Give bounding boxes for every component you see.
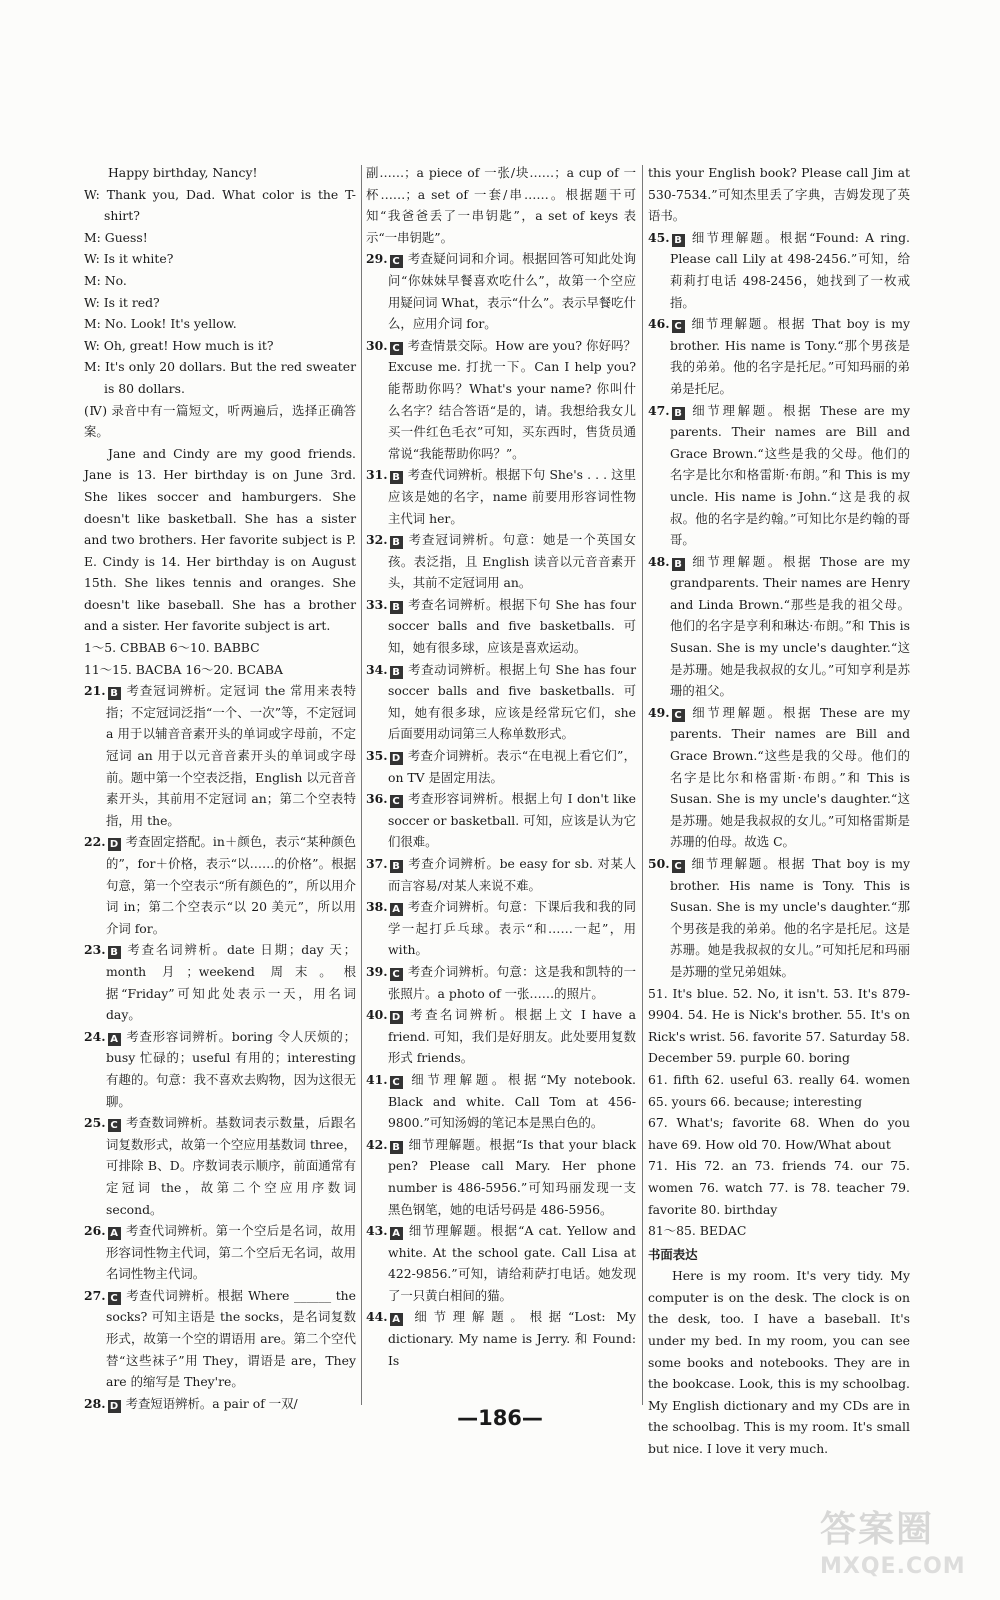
question-number: 48. <box>648 553 670 569</box>
explanation-text: 考查代词辨析。第一个空后是名词，故用形容词性物主代词，第二个空后无名词，故用名词性物主代词。 <box>106 1223 356 1282</box>
dialogue-line: W: Thank you, Dad. What color is the T-shirt? <box>84 186 356 224</box>
answer-letter-badge: C <box>390 255 403 268</box>
question-number: 33. <box>366 596 388 612</box>
question-number: 29. <box>366 251 388 267</box>
fill-answers: 51. It's blue. 52. No, it isn't. 53. It's 879-9904. 54. He is Nick's brother. 55. It's on Rick's wrist. 56. favorite 57. Saturday 58. December 59. purple 60. boring <box>648 985 910 1066</box>
answer-letter-badge: C <box>672 709 685 722</box>
answer-letter-badge: B <box>672 407 685 420</box>
question-number: 49. <box>648 704 670 720</box>
answer-letter-badge: D <box>390 752 403 765</box>
answer-item <box>648 853 910 983</box>
answer-item <box>84 831 356 939</box>
question-number: 46. <box>648 316 670 332</box>
answer-item <box>366 1004 636 1069</box>
answer-item <box>84 1285 356 1393</box>
question-number: 38. <box>366 899 388 915</box>
answer-letter-badge: A <box>390 903 403 916</box>
explanation-text: 考查固定搭配。in＋颜色，表示“某种颜色的”，for＋价格，表示“以……的价格”。根据句意，第一个空表示“所有颜色的”，所以用介词 in；第二个空表示“以 20 美元”，所以用介词 for。 <box>106 834 356 936</box>
answer-letter-badge: C <box>108 1119 121 1132</box>
question-number: 23. <box>84 942 106 958</box>
answer-item <box>648 400 910 551</box>
answer-item <box>366 464 636 529</box>
question-number: 40. <box>366 1007 388 1023</box>
question-number: 36. <box>366 791 388 807</box>
answer-letter-badge: B <box>108 687 121 700</box>
column-divider <box>361 165 362 1405</box>
answer-item <box>366 961 636 1004</box>
answer-item <box>84 680 356 831</box>
explanation-text: 细节理解题。根据“Lost: My dictionary. My name is Jerry. 和 Found: Is <box>388 1309 636 1368</box>
answer-letter-badge: A <box>108 1033 121 1046</box>
answer-letter-badge: B <box>108 946 121 959</box>
explanation-text: 考查疑问词和介词。根据回答可知此处询问“你妹妹早餐喜欢吃什么”，故第一个空应用疑问词 What，表示“什么”。表示早餐吃什么，应用介词 for。 <box>388 251 636 332</box>
answer-key-line: 11～15. BACBA 16～20. BCABA <box>84 661 283 677</box>
column-left <box>84 162 356 1414</box>
answer-letter-badge: B <box>672 558 685 571</box>
listening-passage: Jane and Cindy are my good friends. Jane is 13. Her birthday is on June 3rd. She likes soccer and hamburgers. She doesn't like basketball. She has a sister and two brothers. Her favorite subject is P. E. Cindy is 14. Her birthday is on August 15th. She likes tennis and oranges. She doesn't like baseball. She has a brother and a sister. Her favorite subject is art. <box>84 445 356 634</box>
dialogue-line: W: Is it white? <box>84 251 174 267</box>
writing-heading: 书面表达 <box>648 1246 698 1262</box>
answer-item <box>366 853 636 896</box>
dialogue-line: M: Guess! <box>84 229 148 245</box>
question-number: 50. <box>648 856 670 871</box>
question-number: 43. <box>366 1223 388 1239</box>
answer-item <box>366 745 636 788</box>
explanation-text: 考查形容词辨析。根据上句 I don't like soccer or basketball. 可知，应该是认为它们很难。 <box>388 791 636 850</box>
writing-sample: Here is my room. It's very tidy. My computer is on the desk. The clock is on the desk, too. I have a baseball. It's under my bed. In my room, you can see some books and notebooks. They are in the bookcase. Look, this is my schoolbag. My English dictionary and my CDs are in the schoolbag. This is my room. It's small but nice. I love it very much. <box>648 1268 910 1457</box>
answer-letter-badge: C <box>672 860 685 873</box>
explanation-text: 考查数词辨析。基数词表示数量，后跟名词复数形式，故第一个空应用基数词 three，可排除 B、D。序数词表示顺序，前面通常有定冠词 the，故第二个空应用序数词 second。 <box>106 1115 356 1217</box>
question-number: 21. <box>84 683 106 699</box>
explanation-text: 细节理解题。根据“Found: A ring. Please call Lily at 498-2456.”可知，给莉莉打电话 498-2456，她找到了一枚戒指。 <box>670 229 910 310</box>
explanation-text: 细节理解题。根据 These are my parents. Their names are Bill and Grace Brown.“这些是我的父母。他们的名字是比尔和格雷斯·布朗。”和 This is my uncle. His name is John.“这是我的叔叔。他的名字是约翰。”可知比尔是约翰的哥哥。 <box>670 402 910 548</box>
question-number: 30. <box>366 337 388 353</box>
answer-letter-badge: C <box>108 1292 121 1305</box>
question-number: 37. <box>366 856 388 871</box>
fill-answers: 67. What's; favorite 68. When do you have 69. How old 70. How/What about <box>648 1115 910 1152</box>
column-middle <box>366 162 636 1371</box>
question-number: 45. <box>648 229 670 245</box>
answer-item <box>84 1112 356 1220</box>
explanation-text: 细节理解题。根据“A cat. Yellow and white. At the school gate. Call Lisa at 422-9856.”可知，请给莉萨打电话。她发现了一只黄白相间的猫。 <box>388 1223 636 1303</box>
question-number: 24. <box>84 1028 106 1044</box>
question-number: 35. <box>366 748 388 764</box>
explanation-text: 考查冠词辨析。定冠词 the 常用来表特指；不定冠词泛指“一个、一次”等，不定冠词 a 用于以辅音音素开头的单词或字母前，不定冠词 an 用于以元音音素开头的单词或字母前。题中第一个空表泛指，English 以元音音素开头，其前用不定冠词 an；第二个空表特指，用 the。 <box>106 683 356 828</box>
explanation-text: 考查代词辨析。根据 Where ______ the socks? 可知主语是 the socks，是名词复数形式，故第一个空的谓语用 are。第二个空代替“这些袜子”用 They，谓语是 are，They are 的缩写是 They're。 <box>106 1287 356 1390</box>
answer-item <box>84 1026 356 1112</box>
answer-letter-badge: C <box>672 320 685 333</box>
explanation-text: 细节理解题。根据 That boy is my brother. His name is Tony.“那个男孩是我的弟弟。他的名字是托尼。”可知玛丽的弟弟是托尼。 <box>670 316 910 396</box>
answer-item <box>648 313 910 399</box>
answer-letter-badge: D <box>108 1400 121 1413</box>
answer-item <box>366 594 636 659</box>
question-number: 39. <box>366 963 388 979</box>
question-number: 27. <box>84 1287 106 1303</box>
question-number: 42. <box>366 1136 388 1152</box>
fill-answers: 81～85. BEDAC <box>648 1223 747 1239</box>
continued-text: 副……；a piece of 一张/块……；a cup of 一杯……；a set of 一套/串……。根据题干可知“我爸爸丢了一串钥匙”，a set of keys 表示“一串钥匙”。 <box>366 165 636 245</box>
answer-item <box>366 1134 636 1220</box>
answer-item <box>648 702 910 853</box>
answer-letter-badge: B <box>390 1141 403 1154</box>
answer-item <box>84 1220 356 1285</box>
answer-key-line: 1～5. CBBAB 6～10. BABBC <box>84 640 260 656</box>
explanation-text: 考查代词辨析。根据下句 She's . . . 这里应该是她的名字，name 前要用形容词性物主代词 her。 <box>388 467 636 526</box>
answer-letter-badge: B <box>390 666 403 679</box>
explanation-text: 考查名词辨析。根据下句 She has four soccer balls and five basketballs. 可知，她有很多球，应该是喜欢运动。 <box>388 596 636 656</box>
explanation-text: 考查短语辨析。a pair of 一双/ <box>125 1395 298 1411</box>
question-number: 26. <box>84 1223 106 1239</box>
answer-item <box>648 551 910 702</box>
question-number: 22. <box>84 834 106 850</box>
answer-item <box>84 939 356 1025</box>
answer-item <box>366 529 636 594</box>
answer-letter-badge: B <box>390 536 403 549</box>
answer-explanations <box>648 227 910 983</box>
fill-answers: 71. His 72. an 73. friends 74. our 75. women 76. watch 77. is 78. teacher 79. favorite 80. birthday <box>648 1158 910 1217</box>
question-number: 31. <box>366 467 388 483</box>
question-number: 47. <box>648 402 670 418</box>
answer-letter-badge: B <box>672 234 685 247</box>
dialogue-line: M: No. <box>84 272 127 288</box>
explanation-text: 考查名词辨析。根据上文 I have a friend. 可知，我们是好朋友。此处要用复数形式 friends。 <box>388 1007 636 1066</box>
continued-text: this your English book? Please call Jim at 530-7534.”可知杰里丢了字典，吉姆发现了英语书。 <box>648 165 910 224</box>
question-number: 34. <box>366 661 388 677</box>
question-number: 25. <box>84 1115 106 1131</box>
answer-item <box>366 1069 636 1134</box>
question-number: 32. <box>366 532 388 548</box>
answer-item <box>366 659 636 745</box>
column-right <box>648 162 910 1460</box>
question-number: 41. <box>366 1071 388 1087</box>
answer-item <box>366 1220 636 1306</box>
dialogue-line: W: Is it red? <box>84 294 160 310</box>
question-number: 28. <box>84 1395 106 1411</box>
explanation-text: 考查介词辨析。表示“在电视上看它们”，on TV 是固定用法。 <box>388 748 636 785</box>
answer-item <box>366 1306 636 1371</box>
explanation-text: 考查形容词辨析。boring 令人厌烦的；busy 忙碌的；useful 有用的；interesting 有趣的。句意：我不喜欢去购物，因为这很无聊。 <box>106 1028 356 1109</box>
answer-explanations <box>366 248 636 1371</box>
answer-item <box>366 896 636 961</box>
answer-letter-badge: C <box>390 342 403 355</box>
section-instruction: (Ⅳ) 录音中有一篇短文，听两遍后，选择正确答案。 <box>84 402 356 440</box>
explanation-text: 细节理解题。根据 That boy is my brother. His name is Tony. This is Susan. She is my uncle's daughter.“那个男孩是我的弟弟。他的名字是托尼。这是苏珊。她是我叔叔的女儿。”可知托尼和玛丽是苏珊的堂兄弟姐妹。 <box>670 856 910 979</box>
answer-letter-badge: B <box>390 601 403 614</box>
answer-item <box>366 248 636 334</box>
explanation-text: 细节理解题。根据“Is that your black pen? Please call Mary. Her phone number is 486-5956.”可知玛丽发现一支黑色钢笔，她的电话号码是 486-5956。 <box>388 1136 636 1217</box>
question-number: 44. <box>366 1309 388 1325</box>
explanation-text: 细节理解题。根据 Those are my grandparents. Their names are Henry and Linda Brown.“那些是我的祖父母。他们的名字是亨利和琳达·布朗。”和 This is Susan. She is my uncle's daughter.“这是苏珊。她是我叔叔的女儿。”可知亨利是苏珊的祖父。 <box>670 553 910 699</box>
answer-explanations <box>84 680 356 1414</box>
explanation-text: 考查介词辨析。be easy for sb. 对某人而言容易/对某人来说不难。 <box>388 856 636 893</box>
dialogue-line: M: No. Look! It's yellow. <box>84 316 237 332</box>
explanation-text: 考查介词辨析。句意：下课后我和我的同学一起打乒乓球。表示“和……一起”，用 with。 <box>388 899 636 958</box>
answer-letter-badge: C <box>390 968 403 981</box>
answer-letter-badge: B <box>390 860 403 873</box>
dialogue-line: Happy birthday, Nancy! <box>108 165 258 180</box>
watermark-url: MXQE.COM <box>820 1554 966 1579</box>
column-divider <box>642 165 643 1405</box>
answer-item <box>366 788 636 853</box>
answer-letter-badge: C <box>390 795 403 808</box>
explanation-text: 考查动词辨析。根据上句 She has four soccer balls and five basketballs. 可知，她有很多球，应该是经常玩它们，she 后面要用动词第三人称单数形式。 <box>388 661 636 742</box>
fill-answers: 61. fifth 62. useful 63. really 64. women 65. yours 66. because; interesting <box>648 1071 910 1109</box>
explanation-text: 考查冠词辨析。句意：她是一个英国女孩。表泛指，且 English 读音以元音音素开头，其前不定冠词用 an。 <box>388 532 636 591</box>
answer-item <box>366 335 636 465</box>
answer-letter-badge: C <box>390 1076 403 1089</box>
dialogue-line: M: It's only 20 dollars. But the red sweater is 80 dollars. <box>84 359 356 396</box>
explanation-text: 考查情景交际。How are you? 你好吗？Excuse me. 打扰一下。Can I help you? 能帮助你吗？What's your name? 你叫什么名字？结合答语“是的，请。我想给我女儿买一件红色毛衣”可知，买东西时，售货员通常说“我能帮助你吗？”。 <box>388 337 636 461</box>
watermark-text: 答案圈 <box>820 1509 935 1550</box>
watermark-logo <box>820 1508 990 1593</box>
explanation-text: 考查介词辨析。句意：这是我和凯特的一张照片。a photo of 一张……的照片。 <box>388 963 636 1001</box>
page-number: —186— <box>457 1406 543 1430</box>
answer-item <box>648 227 910 313</box>
explanation-text: 细节理解题。根据“My notebook. Black and white. Call Tom at 456-9800.”可知汤姆的笔记本是黑白色的。 <box>388 1071 636 1131</box>
answer-letter-badge: D <box>390 1011 403 1024</box>
answer-letter-badge: D <box>108 838 121 851</box>
answer-letter-badge: A <box>390 1227 403 1240</box>
answer-letter-badge: A <box>390 1313 403 1326</box>
explanation-text: 细节理解题。根据 These are my parents. Their names are Bill and Grace Brown.“这些是我的父母。他们的名字是比尔和格雷斯·布朗。”和 This is Susan. She is my uncle's daughter.“这是苏珊。她是我叔叔的女儿。”可知格雷斯是苏珊的伯母。故选 C。 <box>670 704 910 850</box>
explanation-text: 考查名词辨析。date 日期；day 天；month 月；weekend 周末。根据“Friday”可知此处表示一天，用名词 day。 <box>106 942 356 1023</box>
answer-letter-badge: B <box>390 471 403 484</box>
dialogue-line: W: Oh, great! How much is it? <box>84 337 274 353</box>
answer-letter-badge: A <box>108 1227 121 1240</box>
